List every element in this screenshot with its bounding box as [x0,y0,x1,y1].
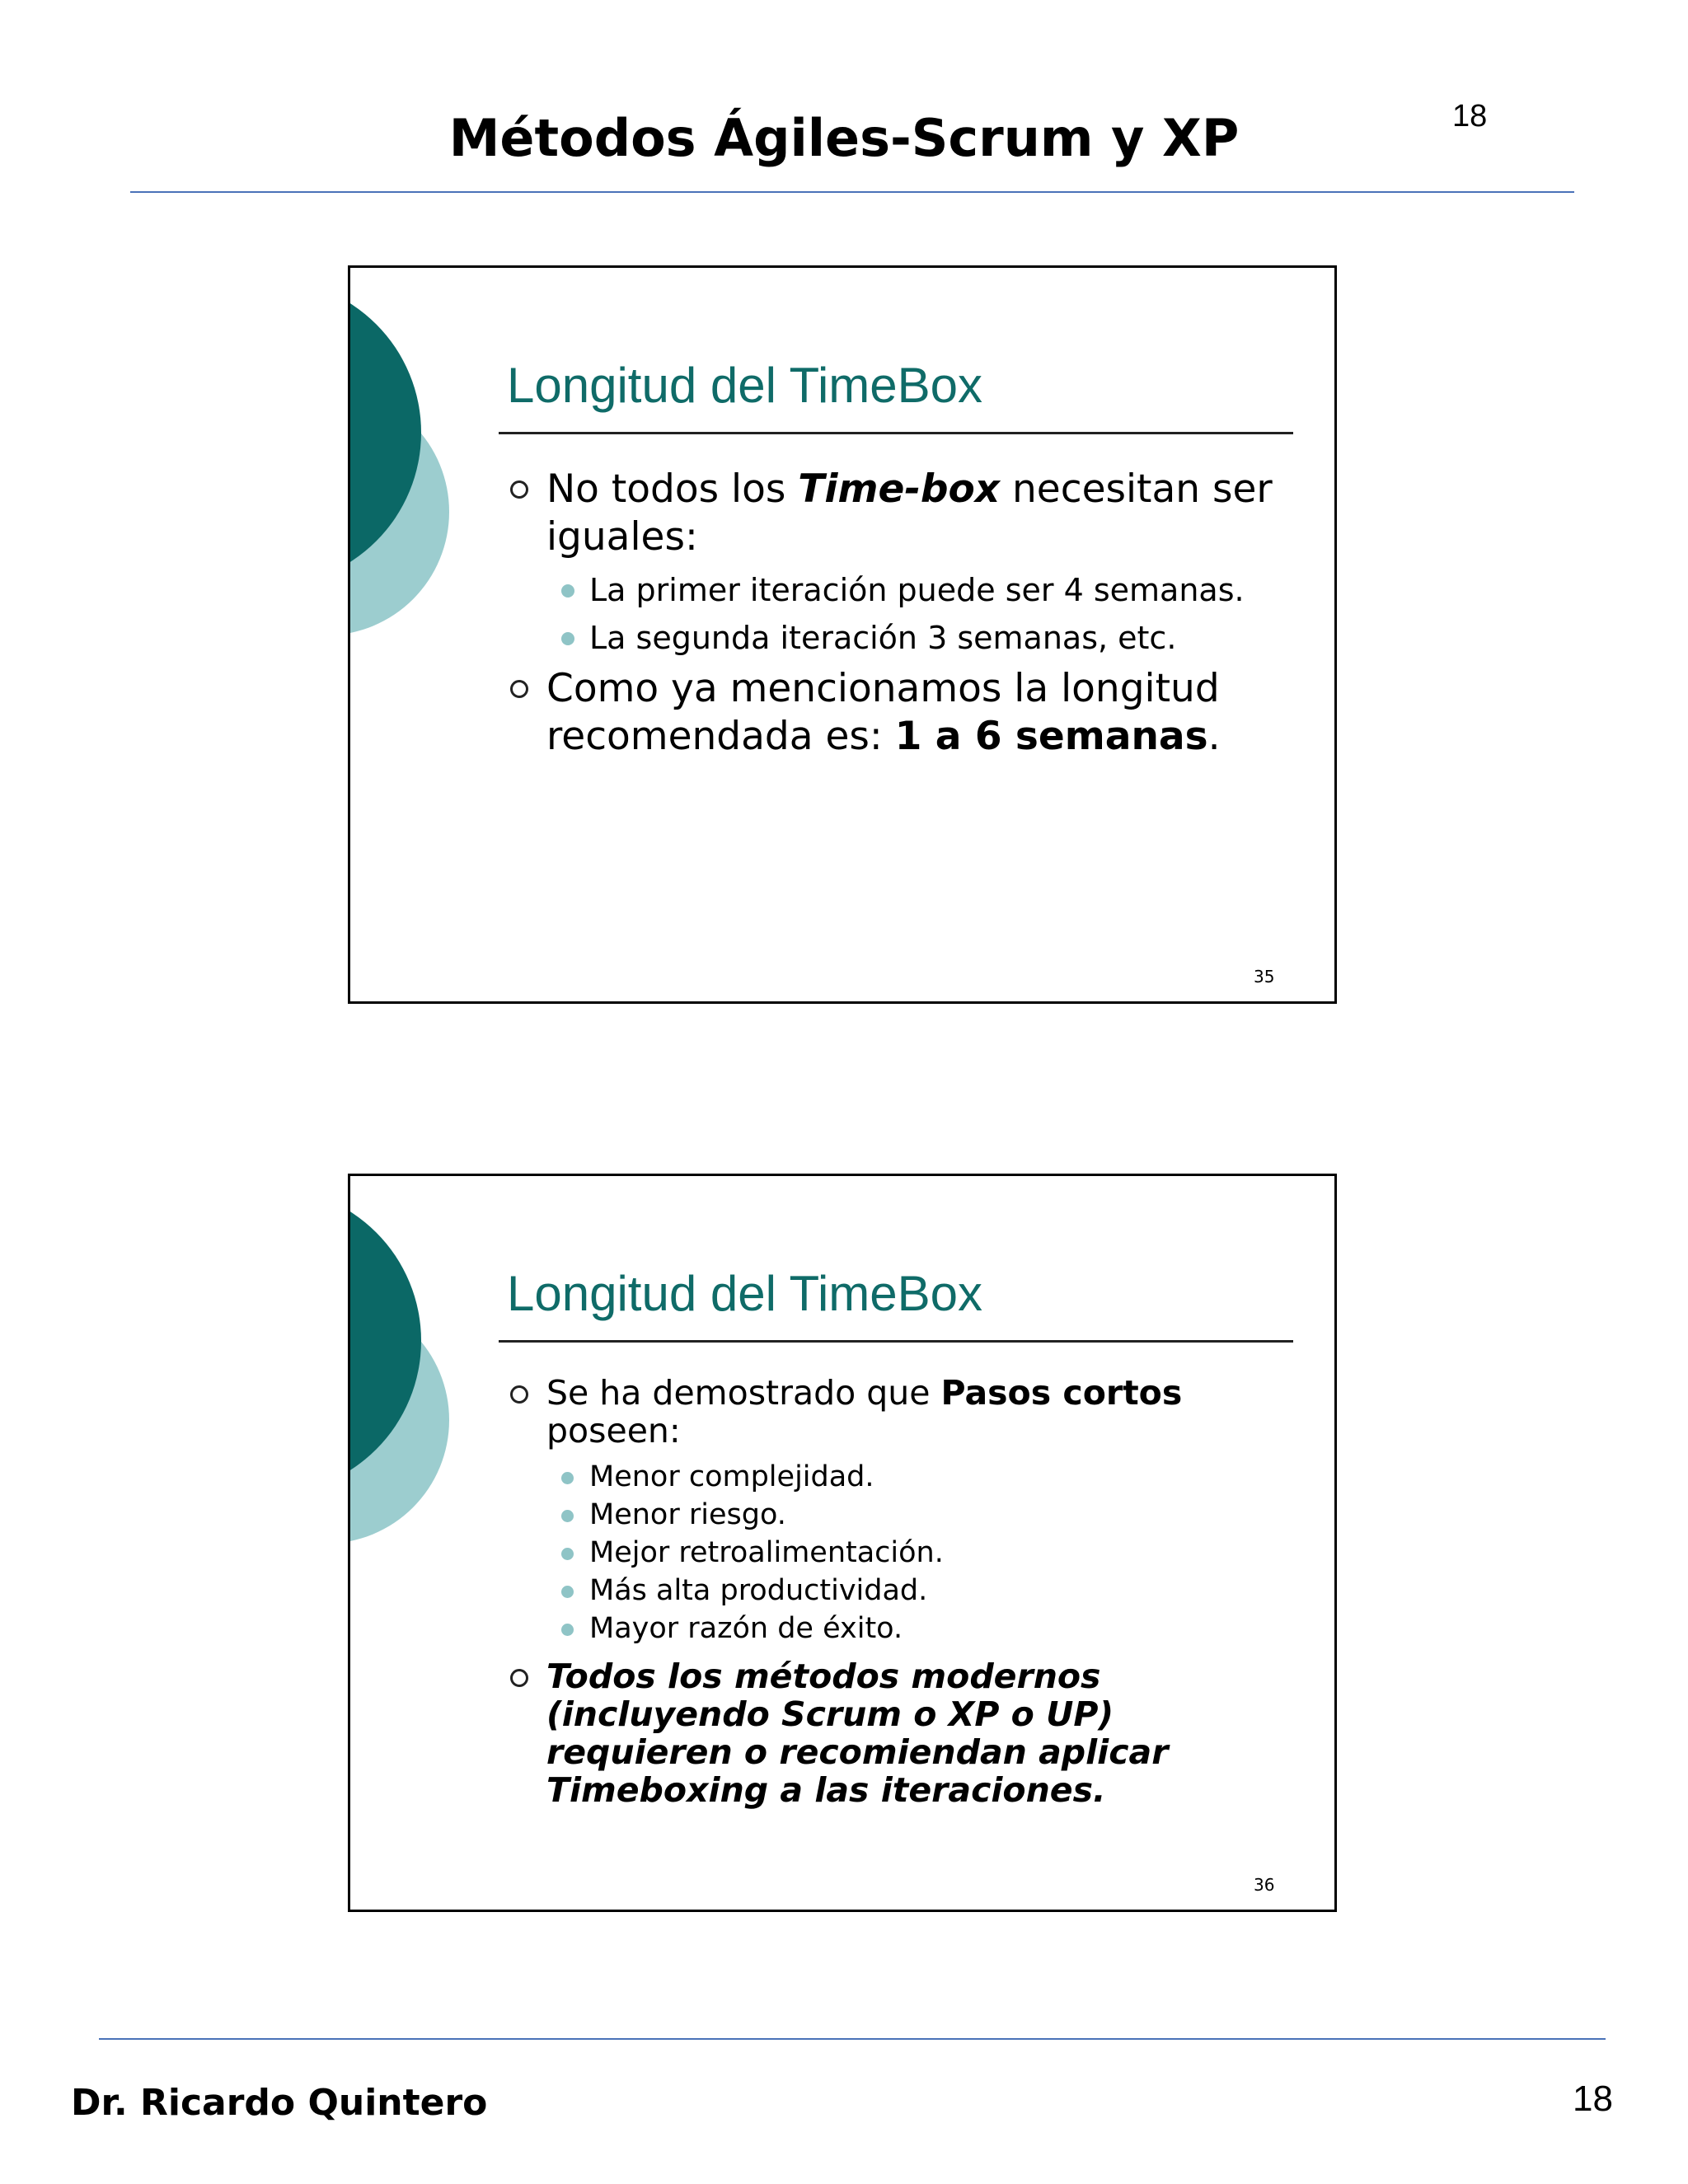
slide-decoration [350,1176,457,1912]
slide-title: Longitud del TimeBox [507,358,983,413]
sub-bullet-item: La primer iteración puede ser 4 semanas. [507,569,1290,611]
header-rule [130,191,1574,193]
bullet-item: Todos los métodos modernos (incluyendo Scrum o XP o UP) requieren o recomiendan aplicar Timeboxing a las iteraciones. [507,1657,1290,1809]
sub-bullet-item: Mejor retroalimentación. [507,1534,1290,1572]
footer-author: Dr. Ricardo Quintero [71,2082,488,2124]
dot-bullet-icon [561,632,574,645]
slide-title: Longitud del TimeBox [507,1266,983,1321]
page-title: Métodos Ágiles-Scrum y XP [448,108,1240,168]
slide-thumbnail-35 [348,265,1337,1004]
footer-rule [99,2038,1606,2040]
page-number-top: 18 [1452,99,1488,134]
slide-title-rule [499,432,1293,434]
sub-bullet-item: Mayor razón de éxito. [507,1610,1290,1647]
slide-thumbnail-36 [348,1174,1337,1912]
slide-body [507,1374,1290,1817]
dot-bullet-icon [561,1624,574,1636]
dot-bullet-icon [561,1548,574,1560]
sub-bullet-item: La segunda iteración 3 semanas, etc. [507,617,1290,658]
dot-bullet-icon [561,1510,574,1522]
bold-text: 1 a 6 semanas [894,714,1208,759]
sub-bullet-item: Menor riesgo. [507,1496,1290,1534]
hollow-bullet-icon [510,1385,528,1404]
sub-bullet-item: Menor complejidad. [507,1458,1290,1496]
slide-number: 35 [1254,967,1275,987]
hollow-bullet-icon [510,1669,528,1687]
dot-bullet-icon [561,1586,574,1598]
dot-bullet-icon [561,584,574,598]
hollow-bullet-icon [510,680,528,698]
bold-text: Pasos cortos [940,1373,1183,1413]
bullet-item: No todos los Time-box necesitan ser iguales: [507,466,1290,561]
bullet-item: Se ha demostrado que Pasos cortos poseen: [507,1374,1290,1450]
dot-bullet-icon [561,1472,574,1484]
emphasis-text: Time-box [798,466,1001,512]
slide-title-rule [499,1340,1293,1343]
hollow-bullet-icon [510,480,528,499]
bullet-item: Como ya mencionamos la longitud recomendada es: 1 a 6 semanas. [507,665,1290,761]
slide-body [507,466,1290,769]
slide-number: 36 [1254,1875,1275,1895]
slide-decoration [350,268,457,1004]
sub-bullet-item: Más alta productividad. [507,1572,1290,1610]
footer-page-number: 18 [1573,2079,1613,2119]
